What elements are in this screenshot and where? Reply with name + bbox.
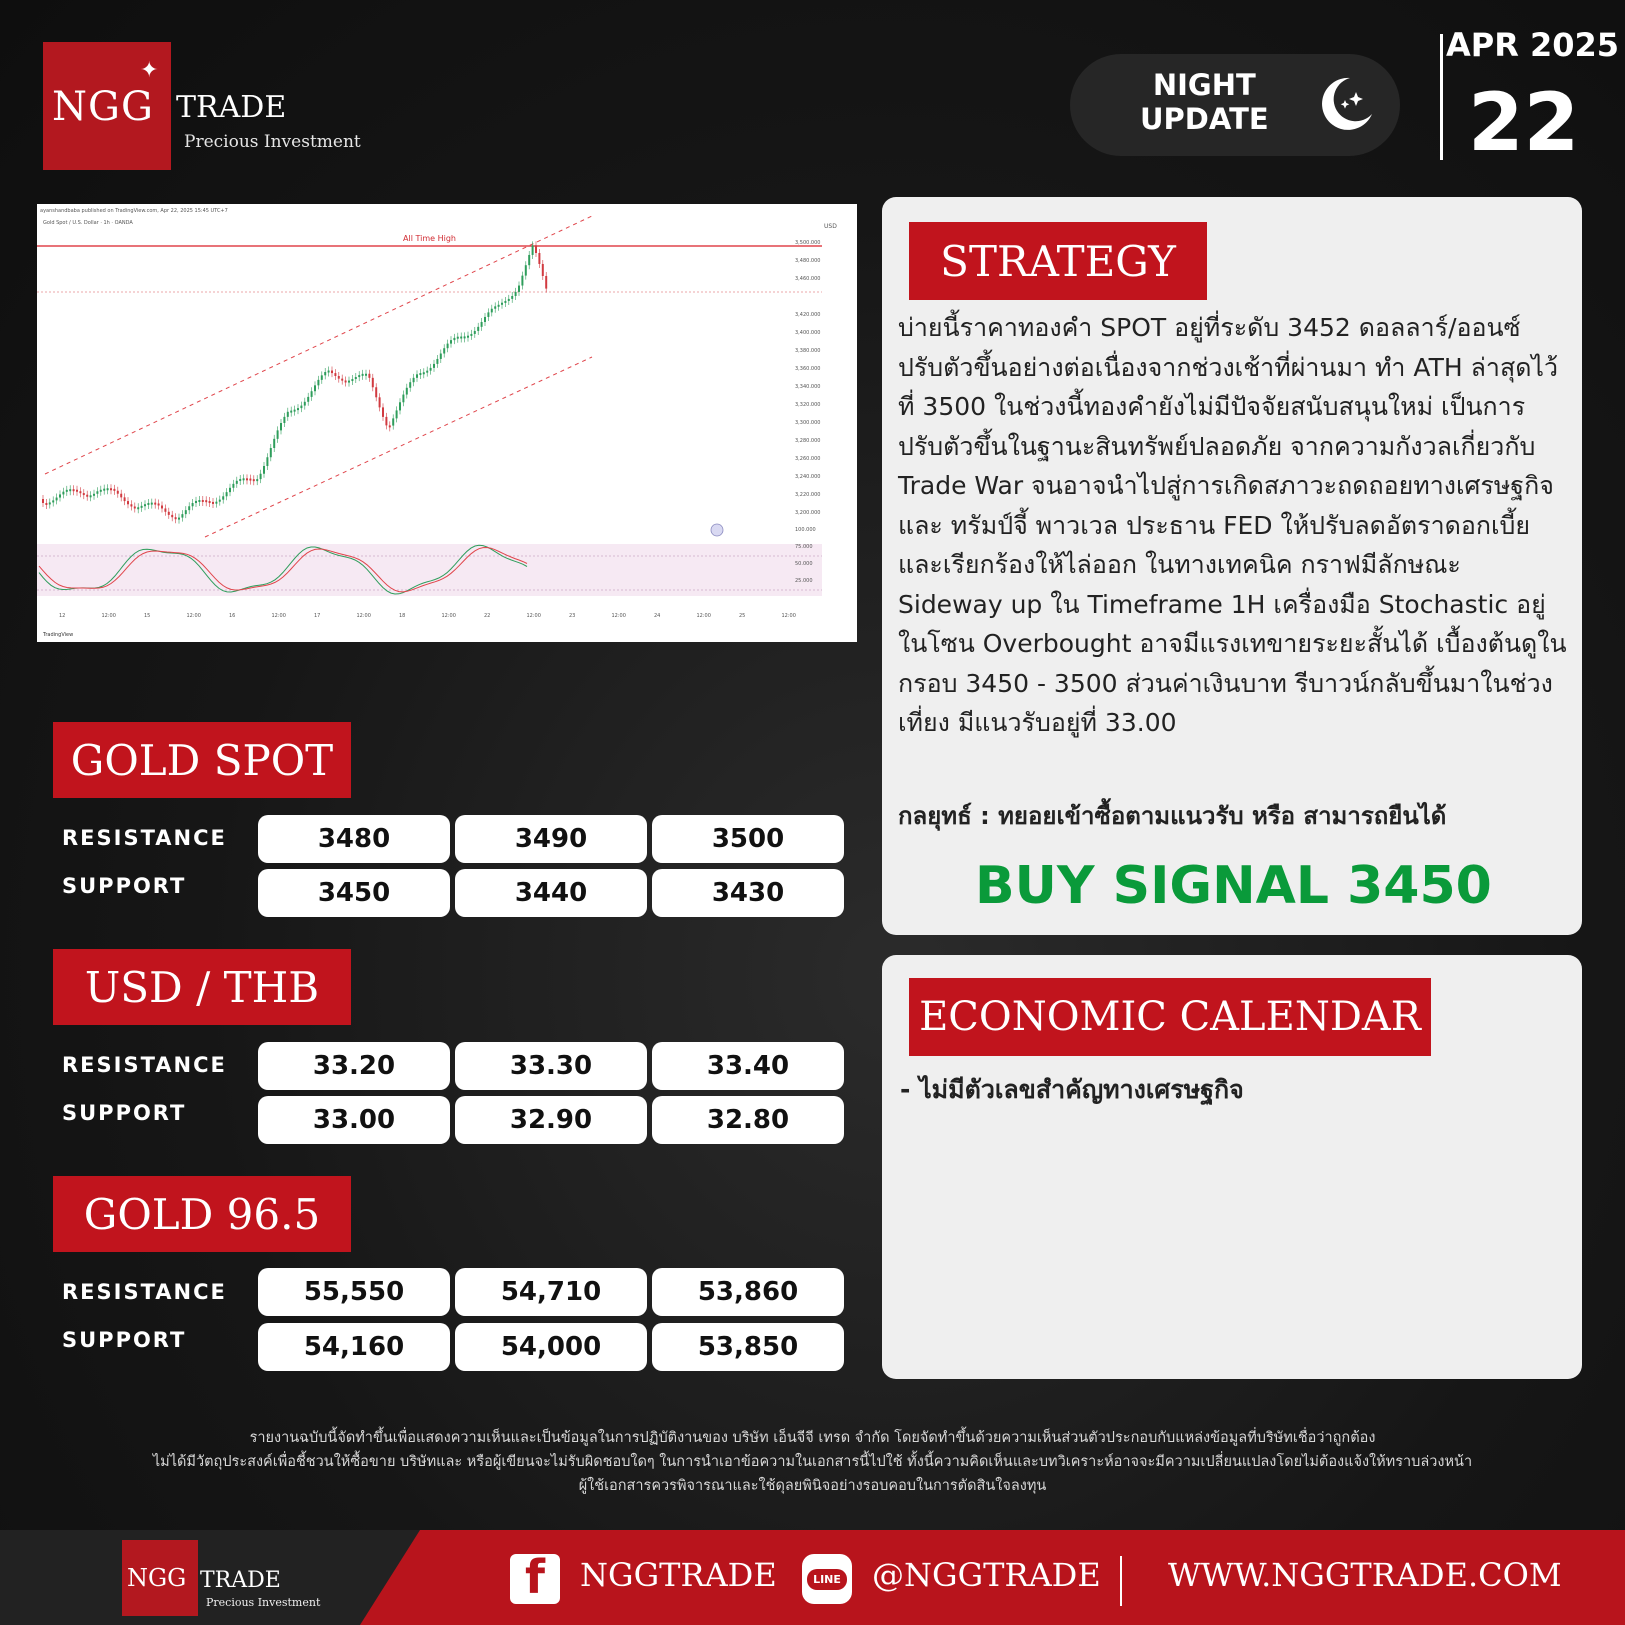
- line-icon-label: LINE: [807, 1569, 847, 1590]
- candle-body: [96, 491, 98, 494]
- candle-body: [45, 503, 47, 505]
- price-tick: 3,360.000: [795, 366, 821, 372]
- chart-publisher: ayanshandbaba published on TradingView.com, Apr 22, 2025 15:45 UTC+7: [40, 208, 228, 214]
- candle-body: [545, 276, 547, 289]
- gold-spot-support-2: 3440: [455, 869, 647, 917]
- time-tick: 12: [59, 613, 66, 619]
- candle-body: [498, 305, 500, 307]
- usd-thb-support-1: 33.00: [258, 1096, 450, 1144]
- price-tick: 3,480.000: [795, 258, 821, 264]
- chart-symbol: Gold Spot / U.S. Dollar · 1h · OANDA: [43, 220, 133, 226]
- channel-lower: [205, 357, 592, 537]
- candle-body: [103, 489, 105, 491]
- candle-body: [171, 515, 173, 517]
- usd-thb-resistance-3: 33.40: [652, 1042, 844, 1090]
- time-tick: 12:00: [611, 613, 626, 619]
- time-tick: 12:00: [696, 613, 711, 619]
- candle-body: [402, 395, 404, 403]
- candle-body: [294, 410, 296, 412]
- gold-965-resistance-3: 53,860: [652, 1268, 844, 1316]
- night-line2: UPDATE: [1140, 102, 1269, 136]
- footer-logo-tagline: Precious Investment: [206, 1596, 321, 1609]
- candle-body: [209, 501, 211, 503]
- footer-logo-trade: TRADE: [200, 1568, 281, 1593]
- candle-body: [90, 495, 92, 497]
- strategy-title: STRATEGY: [909, 222, 1207, 300]
- candle-body: [83, 493, 85, 495]
- candle-body: [266, 457, 268, 466]
- price-chart: [37, 204, 857, 642]
- candle-body: [263, 466, 265, 474]
- usd-thb-resistance-1: 33.20: [258, 1042, 450, 1090]
- candle-body: [460, 337, 462, 339]
- gold-spot-resistance-2: 3490: [455, 815, 647, 863]
- candle-body: [246, 478, 248, 480]
- candle-body: [382, 407, 384, 417]
- disclaimer: [40, 1426, 1585, 1498]
- usd-thb-support-2: 32.90: [455, 1096, 647, 1144]
- candle-body: [137, 507, 139, 509]
- candle-body: [491, 309, 493, 313]
- time-tick: 22: [484, 613, 491, 619]
- candle-body: [341, 379, 343, 381]
- candle-body: [399, 402, 401, 410]
- logo-ngg-text: NGG: [52, 84, 154, 130]
- candle-body: [56, 498, 58, 501]
- candle-body: [256, 479, 258, 481]
- footer-logo-ngg: NGG: [127, 1564, 187, 1592]
- candle-body: [470, 334, 472, 336]
- candle-body: [324, 372, 326, 375]
- disclaimer-line-3: ผู้ใช้เอกสารควรพิจารณาและใช้ดุลยพินิจอย่างรอบคอบในการตัดสินใจลงทุน: [578, 1478, 1047, 1494]
- time-tick: 18: [399, 613, 406, 619]
- time-tick: 16: [229, 613, 236, 619]
- candle-body: [202, 500, 204, 502]
- candle-body: [474, 331, 476, 334]
- gold-965-support-label: SUPPORT: [62, 1328, 187, 1352]
- candle-body: [243, 478, 245, 480]
- logo-tagline: Precious Investment: [184, 132, 361, 152]
- candle-body: [487, 312, 489, 317]
- candle-body: [419, 373, 421, 375]
- ath-label: All Time High: [403, 234, 456, 243]
- candle-body: [508, 299, 510, 301]
- usd-thb-resistance-2: 33.30: [455, 1042, 647, 1090]
- candle-body: [100, 490, 102, 492]
- candle-body: [212, 502, 214, 504]
- time-axis: [59, 613, 796, 619]
- time-tick: 12:00: [101, 613, 116, 619]
- candle-body: [110, 488, 112, 490]
- disclaimer-line-2: ไม่ได้มีวัตถุประสงค์เพื่อชี้ชวนให้ซื้อขาย บริษัทและ หรือผู้เขียนจะไม่รับผิดชอบใดๆ ในการนำเอาข้อความในเอกสารนี้ไปใช้ ทั้งนี้ความคิดเห็นและบทวิเคราะห์อาจจะมีความเปลี่ยนแปลงโดยไม่ต้องแจ้งให้ทราบล่วงหน้า: [152, 1454, 1473, 1470]
- gold-965-resistance-2: 54,710: [455, 1268, 647, 1316]
- candle-body: [124, 497, 126, 501]
- candle-body: [443, 348, 445, 353]
- gold-spot-resistance-3: 3500: [652, 815, 844, 863]
- candle-body: [283, 417, 285, 423]
- candle-body: [355, 377, 357, 379]
- candle-body: [181, 514, 183, 517]
- candle-body: [385, 417, 387, 425]
- date-month-year: APR 2025: [1446, 26, 1620, 64]
- time-tick: 12:00: [441, 613, 456, 619]
- gold-965-support-2: 54,000: [455, 1323, 647, 1371]
- candle-body: [249, 479, 251, 481]
- line-icon[interactable]: [802, 1554, 852, 1604]
- usd-thb-support-label: SUPPORT: [62, 1101, 187, 1125]
- candle-body: [406, 388, 408, 395]
- candle-body: [141, 506, 143, 508]
- candle-body: [297, 408, 299, 410]
- candle-body: [477, 327, 479, 331]
- candle-body: [93, 494, 95, 496]
- candle-body: [504, 301, 506, 303]
- time-tick: 25: [739, 613, 746, 619]
- candle-body: [348, 381, 350, 383]
- sparkle-icon: ✦: [140, 58, 159, 83]
- candle-body: [76, 490, 78, 492]
- flag-icon: [711, 524, 723, 536]
- candle-body: [440, 354, 442, 359]
- candle-body: [287, 412, 289, 417]
- candle-body: [113, 489, 115, 491]
- candle-body: [229, 488, 231, 492]
- candle-body: [538, 253, 540, 264]
- candle-body: [379, 397, 381, 407]
- time-tick: 15: [144, 613, 151, 619]
- gold-spot-resistance-label: RESISTANCE: [62, 826, 227, 850]
- candle-body: [236, 481, 238, 484]
- time-tick: 12:00: [356, 613, 371, 619]
- candle-body: [528, 255, 530, 265]
- time-tick: 17: [314, 613, 321, 619]
- candle-body: [195, 501, 197, 503]
- logo-trade-text: TRADE: [176, 90, 287, 125]
- time-tick: 24: [654, 613, 661, 619]
- disclaimer-line-1: รายงานฉบับนี้จัดทำขึ้นเพื่อแสดงความเห็นและเป็นข้อมูลในการปฏิบัติงานของ บริษัท เอ็นจีจี เทรด จำกัด โดยจัดทำขึ้นด้วยความเห็นส่วนตัวประกอบกับแหล่งข้อมูลที่บริษัทเชื่อว่าถูกต้อง: [249, 1430, 1376, 1446]
- chart-canvas: [37, 204, 857, 642]
- candle-body: [144, 504, 146, 506]
- candle-body: [365, 374, 367, 376]
- candle-body: [304, 402, 306, 406]
- usd-thb-support-3: 32.80: [652, 1096, 844, 1144]
- osc-tick: 50.000: [795, 561, 813, 567]
- candle-body: [416, 374, 418, 378]
- candle-body: [253, 479, 255, 481]
- price-tick: 3,260.000: [795, 456, 821, 462]
- time-tick: 12:00: [781, 613, 796, 619]
- price-tick: 3,280.000: [795, 438, 821, 444]
- moon-stars-icon: [1316, 74, 1376, 134]
- candle-body: [219, 500, 221, 502]
- candle-body: [222, 496, 224, 499]
- candle-body: [52, 500, 54, 502]
- candle-body: [69, 489, 71, 491]
- candle-body: [464, 336, 466, 338]
- usd-thb-title: USD / THB: [53, 949, 351, 1025]
- night-update-label: [1140, 68, 1269, 136]
- osc-tick: 75.000: [795, 544, 813, 550]
- candle-body: [358, 375, 360, 377]
- candlesticks: [42, 241, 547, 523]
- usd-thb-resistance-label: RESISTANCE: [62, 1053, 227, 1077]
- channel-upper: [45, 216, 592, 474]
- price-tick: 3,420.000: [795, 312, 821, 318]
- gold-965-resistance-label: RESISTANCE: [62, 1280, 227, 1304]
- candle-body: [535, 245, 537, 253]
- candle-body: [375, 387, 377, 397]
- candle-body: [290, 411, 292, 413]
- candle-body: [453, 338, 455, 340]
- candle-body: [168, 512, 170, 515]
- candle-body: [158, 503, 160, 505]
- candle-body: [185, 510, 187, 514]
- gold-spot-title: GOLD SPOT: [53, 722, 351, 798]
- candle-body: [192, 503, 194, 506]
- website-link[interactable]: WWW.NGGTRADE.COM: [1168, 1556, 1562, 1594]
- candle-body: [521, 276, 523, 286]
- candle-body: [42, 499, 44, 503]
- candle-body: [494, 306, 496, 308]
- candle-body: [178, 518, 180, 520]
- candle-body: [300, 406, 302, 409]
- candle-body: [107, 488, 109, 490]
- candle-body: [73, 489, 75, 491]
- strategy-body: บ่ายนี้ราคาทองคำ SPOT อยู่ที่ระดับ 3452 ดอลลาร์/ออนซ์ ปรับตัวขึ้นอย่างต่อเนื่องจากช่วงเช้าที่ผ่านมา ทำ ATH ล่าสุดไว้ที่ 3500 ในช่วงนี้ทองคำยังไม่มีปัจจัยสนับสนุนใหม่ เป็นการปรับตัวขึ้นในฐานะสินทรัพย์ปลอดภัย จากความกังวลเกี่ยวกับ Trade War จนอาจนำไปสู่การเกิดสภาวะถดถอยทางเศรษฐกิจ และ ทรัมป์จี้ พาวเวล ประธาน FED ให้ปรับลดอัตราดอกเบี้ย และเรียกร้องให้ไล่ออก ในทางเทคนิค กราฟมีลักษณะ Sideway up ใน Timeframe 1H เครื่องมือ Stochastic อยู่ในโซน Overbought อาจมีแรงเทขายระยะสั้นได้ เบื้องต้นดูในกรอบ 3450 - 3500 ส่วนค่าเงินบาท รีบาวน์กลับขึ้นมาในช่วงเที่ยง มีแนวรับอยู่ที่ 33.00: [898, 313, 1567, 737]
- facebook-handle[interactable]: NGGTRADE: [580, 1556, 777, 1594]
- stoch-zone: [37, 544, 822, 596]
- candle-body: [368, 374, 370, 378]
- buy-signal: BUY SIGNAL 3450: [975, 856, 1492, 916]
- price-axis: [795, 240, 820, 516]
- candle-body: [120, 494, 122, 498]
- gold-spot-support-label: SUPPORT: [62, 874, 187, 898]
- candle-body: [215, 502, 217, 504]
- candle-body: [161, 506, 163, 509]
- tradingview-mark: TradingView: [43, 632, 74, 638]
- candle-body: [127, 501, 129, 504]
- date-day: 22: [1468, 76, 1580, 169]
- candle-body: [188, 506, 190, 510]
- night-line1: NIGHT: [1152, 68, 1256, 102]
- candle-body: [467, 336, 469, 338]
- chart-currency: USD: [824, 223, 837, 230]
- candle-body: [151, 503, 153, 505]
- candle-body: [317, 380, 319, 385]
- gold-965-title: GOLD 96.5: [53, 1176, 351, 1252]
- price-tick: 3,500.000: [795, 240, 821, 246]
- candle-body: [457, 337, 459, 339]
- candle-body: [436, 359, 438, 364]
- candle-body: [328, 371, 330, 373]
- candle-body: [481, 322, 483, 327]
- candle-body: [270, 448, 272, 457]
- economic-calendar-item: - ไม่มีตัวเลขสำคัญทางเศรษฐกิจ: [900, 1075, 1244, 1104]
- price-tick: 3,320.000: [795, 402, 821, 408]
- candle-body: [307, 397, 309, 402]
- osc-tick: 25.000: [795, 578, 813, 584]
- gold-965-support-3: 53,850: [652, 1323, 844, 1371]
- candle-body: [430, 368, 432, 371]
- gold-965-support-1: 54,160: [258, 1323, 450, 1371]
- price-tick: 3,460.000: [795, 276, 821, 282]
- candle-body: [433, 364, 435, 368]
- price-tick: 3,380.000: [795, 348, 821, 354]
- line-handle[interactable]: @NGGTRADE: [872, 1556, 1101, 1594]
- candle-body: [409, 382, 411, 388]
- candle-body: [413, 378, 415, 382]
- strategy-tactic: กลยุทธ์ : ทยอยเข้าซื้อตามแนวรับ หรือ สามารถยืนได้: [898, 802, 1447, 830]
- gold-spot-resistance-1: 3480: [258, 815, 450, 863]
- candle-body: [205, 500, 207, 502]
- price-tick: 3,300.000: [795, 420, 821, 426]
- candle-body: [345, 380, 347, 382]
- candle-body: [334, 373, 336, 376]
- time-tick: 12:00: [526, 613, 541, 619]
- candle-body: [273, 439, 275, 448]
- candle-body: [59, 494, 61, 497]
- candle-body: [447, 344, 449, 349]
- candle-body: [484, 317, 486, 322]
- footer-divider: [1120, 1556, 1122, 1606]
- price-tick: 3,220.000: [795, 492, 821, 498]
- candle-body: [321, 375, 323, 380]
- candle-body: [79, 491, 81, 493]
- candle-body: [134, 506, 136, 508]
- price-tick: 3,400.000: [795, 330, 821, 336]
- candle-body: [311, 391, 313, 397]
- candle-body: [117, 491, 119, 494]
- candle-body: [280, 423, 282, 430]
- candle-body: [532, 245, 534, 255]
- candle-body: [351, 379, 353, 381]
- candle-body: [86, 495, 88, 497]
- price-tick: 3,200.000: [795, 510, 821, 516]
- price-tick: 3,240.000: [795, 474, 821, 480]
- candle-body: [450, 340, 452, 343]
- candle-body: [232, 484, 234, 488]
- candle-body: [542, 264, 544, 276]
- candle-body: [49, 502, 51, 504]
- candle-body: [175, 517, 177, 519]
- candle-body: [66, 490, 68, 492]
- candle-body: [331, 371, 333, 374]
- candle-body: [154, 503, 156, 505]
- candle-body: [511, 296, 513, 299]
- osc-tick: 100.000: [795, 527, 816, 533]
- candle-body: [362, 374, 364, 376]
- gold-spot-support-1: 3450: [258, 869, 450, 917]
- candle-body: [260, 474, 262, 479]
- candle-body: [130, 504, 132, 506]
- candle-body: [239, 479, 241, 481]
- candle-body: [525, 265, 527, 275]
- candle-body: [62, 492, 64, 495]
- time-tick: 12:00: [271, 613, 286, 619]
- time-tick: 23: [569, 613, 576, 619]
- candle-body: [423, 372, 425, 374]
- candle-body: [426, 371, 428, 373]
- candle-body: [314, 385, 316, 391]
- candle-body: [501, 303, 503, 305]
- time-tick: 12:00: [186, 613, 201, 619]
- gold-965-resistance-1: 55,550: [258, 1268, 450, 1316]
- candle-body: [518, 286, 520, 292]
- candle-body: [392, 418, 394, 425]
- candle-body: [372, 378, 374, 387]
- candle-body: [389, 425, 391, 427]
- candle-body: [198, 500, 200, 502]
- candle-body: [515, 292, 517, 296]
- candle-body: [164, 508, 166, 511]
- economic-calendar-title: ECONOMIC CALENDAR: [909, 978, 1431, 1056]
- candle-body: [147, 503, 149, 505]
- price-tick: 3,340.000: [795, 384, 821, 390]
- candle-body: [338, 376, 340, 379]
- date-divider: [1440, 34, 1443, 160]
- gold-spot-support-3: 3430: [652, 869, 844, 917]
- candle-body: [277, 430, 279, 438]
- candle-body: [226, 492, 228, 496]
- candle-body: [396, 410, 398, 418]
- facebook-icon[interactable]: f: [510, 1554, 560, 1604]
